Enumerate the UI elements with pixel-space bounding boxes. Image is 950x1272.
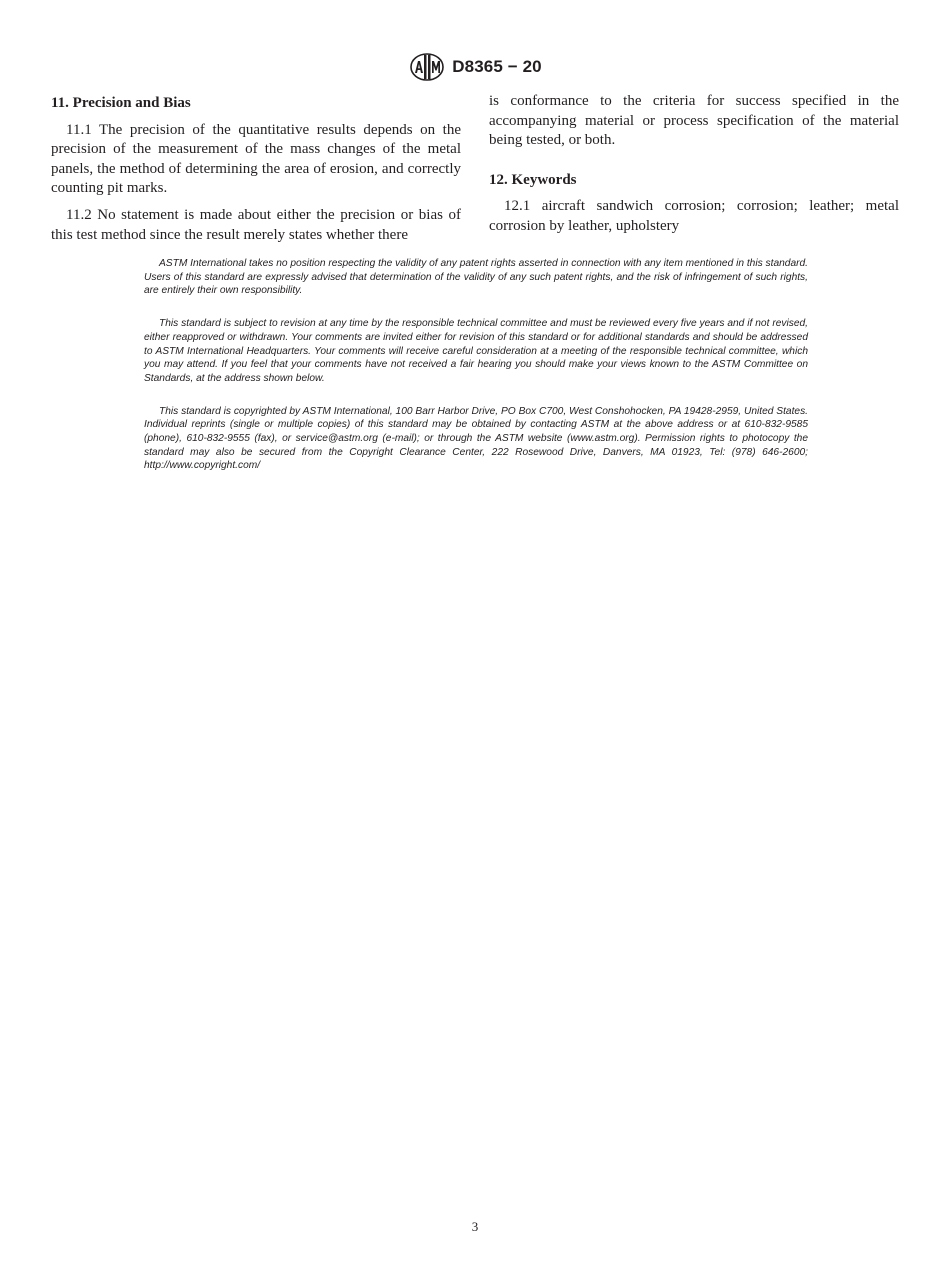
standard-designation: D8365 − 20 bbox=[452, 57, 542, 76]
paragraph-11-2: 11.2 No statement is made about either the precision or bias of this test method since the result merely states whether there bbox=[51, 206, 461, 243]
revision-notice: This standard is subject to revision at any time by the responsible technical committee and must be reviewed every five years and if not revised, either reapproved or withdrawn. Your comments are invited either for revision of this standard or for additional standards and should be addressed to ASTM International Headquarters. Your comments will receive careful consideration at a meeting of the responsible technical committee, which you may attend. If you feel that your comments have not received a fair hearing you should make your views known to the ASTM Committee on Standards, at the address shown below. bbox=[144, 318, 808, 384]
page-number: 3 bbox=[471, 1219, 479, 1234]
astm-logo-icon bbox=[408, 52, 446, 82]
section-heading-keywords: 12. Keywords bbox=[489, 171, 577, 188]
legal-notices bbox=[144, 257, 808, 492]
paragraph-12-1: 12.1 aircraft sandwich corrosion; corrosion; leather; metal corrosion by leather, upholstery bbox=[489, 198, 899, 234]
page-header bbox=[0, 52, 950, 82]
copyright-notice: This standard is copyrighted by ASTM International, 100 Barr Harbor Drive, PO Box C700, West Conshohocken, PA 19428-2959, United States. Individual reprints (single or multiple copies) of this standard may be obtained by contacting ASTM at the above address or at 610-832-9585 (phone), 610-832-9555 (fax), or service@astm.org (e-mail); or through the ASTM website (www.astm.org). Permission rights to photocopy the standard may also be secured from the Copyright Clearance Center, 222 Rosewood Drive, Danvers, MA 01923, Tel: (978) 646-2600; http://www.copyright.com/ bbox=[144, 405, 808, 472]
paragraph-11-2-continuation: is conformance to the criteria for success specified in the accompanying material or process specification of the material being tested, or both. bbox=[489, 93, 899, 149]
right-column bbox=[489, 92, 899, 237]
patent-notice: ASTM International takes no position respecting the validity of any patent rights asserted in connection with any item mentioned in this standard. Users of this standard are expressly advised that determination of the validity of any such patent rights, and the risk of infringement of such rights, are entirely their own responsibility. bbox=[144, 258, 808, 297]
paragraph-11-1: 11.1 The precision of the quantitative results depends on the precision of the measurement of the mass changes of the metal panels, the method of determining the area of erosion, and correctly counting pit marks. bbox=[51, 121, 461, 197]
section-heading-precision-bias: 11. Precision and Bias bbox=[51, 95, 191, 111]
left-column bbox=[51, 92, 461, 245]
